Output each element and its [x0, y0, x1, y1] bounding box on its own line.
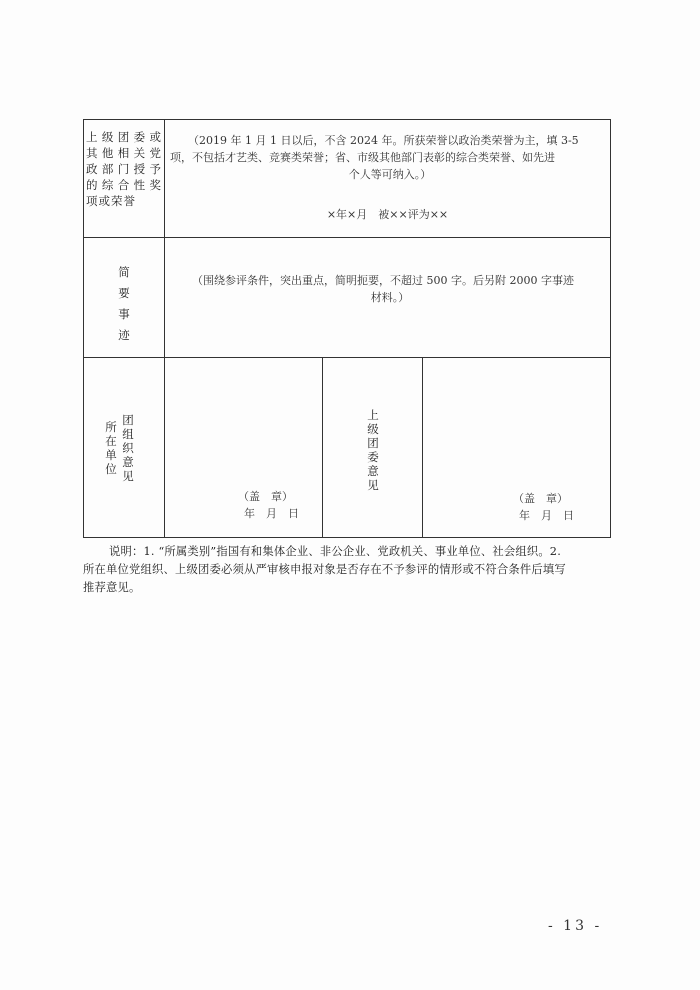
- league-label-char: 级: [367, 422, 379, 436]
- league-seal-label: （盖 章）: [513, 492, 568, 505]
- footnote: [83, 543, 613, 597]
- summary-label-char: 要: [118, 286, 130, 300]
- unit-label-char: 织: [122, 441, 134, 455]
- honor-example: ×年×月 被××评为××: [326, 208, 449, 221]
- summary-instruction-line: 材料。）: [370, 291, 410, 304]
- unit-date-label: 年 月 日: [244, 507, 299, 520]
- unit-label-char: 在: [105, 434, 117, 448]
- summary-row-label: [117, 262, 131, 346]
- page-number: - 13 -: [548, 918, 603, 934]
- row-divider-2: [83, 357, 611, 358]
- unit-label-char: 见: [122, 469, 134, 483]
- label-column-divider: [164, 119, 165, 538]
- summary-label-char: 简: [118, 265, 130, 279]
- league-label-char: 见: [367, 478, 379, 492]
- opinion-divider-2: [422, 357, 423, 538]
- league-label-char: 委: [367, 450, 379, 464]
- unit-label-char: 单: [105, 448, 117, 462]
- honor-label-line: 项或荣誉: [86, 194, 136, 208]
- footnote-line: 说明：1. “所属类别”指国有和集体企业、非公企业、党政机关、事业单位、社会组织。2.: [109, 545, 561, 558]
- honor-label-line: 的综合性奖: [86, 178, 162, 192]
- honor-instruction-line: （2019 年 1 月 1 日以后，不含 2024 年。所获荣誉以政治类荣誉为主，填 3-5: [188, 134, 579, 147]
- summary-instruction-line: （围绕参评条件，突出重点，简明扼要，不超过 500 字。后另附 2000 字事迹: [192, 274, 574, 287]
- honor-instruction-line: 个人等可纳入。）: [348, 168, 432, 181]
- unit-label-char: 位: [105, 462, 117, 476]
- unit-label-char: 组: [122, 427, 134, 441]
- unit-label-char: 团: [122, 413, 134, 427]
- league-date-label: 年 月 日: [519, 509, 574, 522]
- honor-label-line: 政部门授予: [86, 162, 162, 176]
- honor-label-line: 其他相关党: [86, 146, 162, 160]
- league-label-char: 上: [367, 408, 379, 422]
- league-opinion-label: [366, 408, 380, 492]
- honor-row-label: [86, 129, 162, 209]
- league-label-char: 意: [367, 464, 379, 478]
- honor-instruction-line: 项，不包括才艺类、竞赛类荣誉；省、市级其他部门表彰的综合类荣誉、如先进: [170, 151, 555, 164]
- unit-seal-label: （盖 章）: [238, 490, 293, 503]
- unit-label-char: 意: [122, 455, 134, 469]
- unit-label-col2: [121, 413, 135, 483]
- opinion-divider-1: [322, 357, 323, 538]
- summary-instructions: [170, 272, 610, 306]
- honor-instructions: [170, 132, 610, 183]
- league-label-char: 团: [367, 436, 379, 450]
- unit-label-col1: [104, 420, 118, 476]
- summary-label-char: 迹: [118, 328, 130, 342]
- honor-label-line: 上级团委或: [86, 130, 162, 144]
- footnote-line: 所在单位党组织、上级团委必须从严审核申报对象是否存在不予参评的情形或不符合条件后填写: [83, 563, 566, 576]
- footnote-line: 推荐意见。: [83, 581, 141, 594]
- summary-label-char: 事: [118, 307, 130, 321]
- unit-label-char: 所: [105, 420, 117, 434]
- row-divider-1: [83, 237, 611, 238]
